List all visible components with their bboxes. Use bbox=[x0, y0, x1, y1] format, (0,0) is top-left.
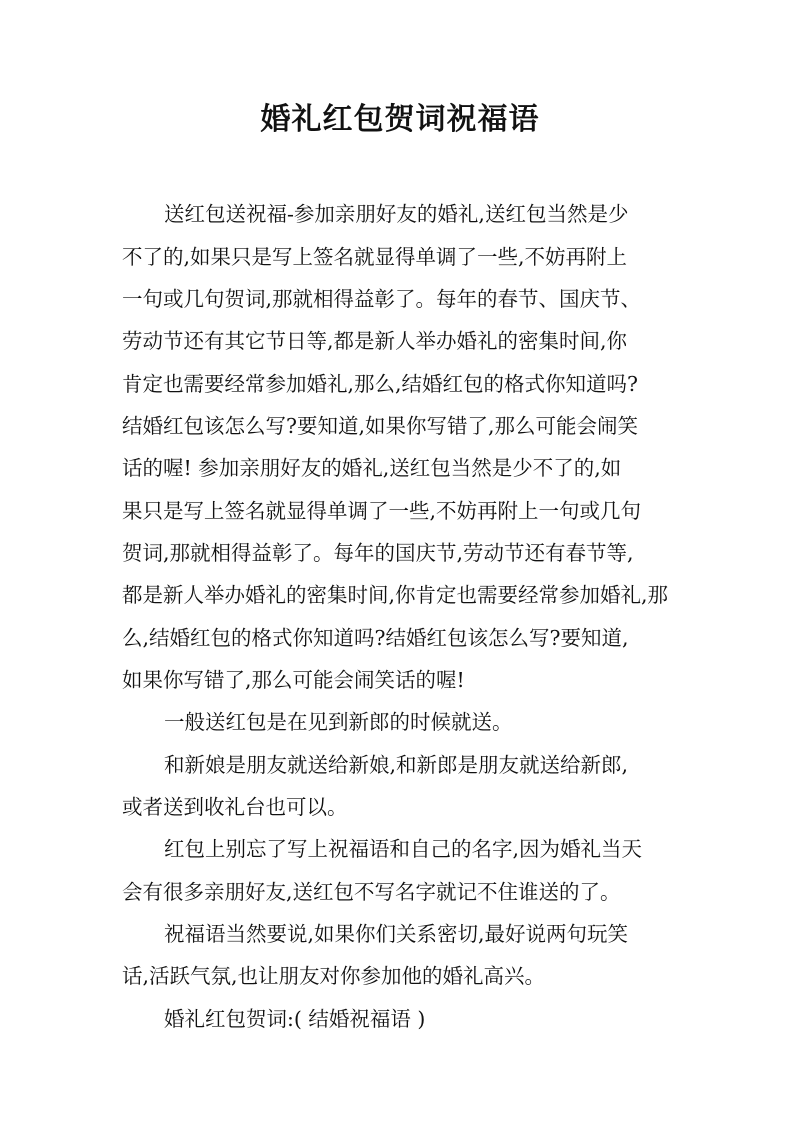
paragraph-line: 如果你写错了,那么可能会闹笑话的喔! bbox=[122, 668, 465, 692]
paragraph-line: 一般送红包是在见到新郎的时候就送。 bbox=[164, 710, 513, 734]
paragraph-line: 婚礼红包贺词:( 结婚祝福语 ) bbox=[164, 1007, 426, 1031]
paragraph-line: 都是新人举办婚礼的密集时间,你肯定也需要经常参加婚礼,那 bbox=[122, 583, 669, 607]
paragraph-line: 会有很多亲朋好友,送红包不写名字就记不住谁送的了。 bbox=[122, 880, 621, 904]
paragraph-line: 祝福语当然要说,如果你们关系密切,最好说两句玩笑 bbox=[164, 922, 629, 946]
paragraph-line: 一句或几句贺词,那就相得益彰了。每年的春节、国庆节、 bbox=[122, 287, 642, 311]
paragraph-line: 么,结婚红包的格式你知道吗?结婚红包该怎么写?要知道, bbox=[122, 626, 629, 650]
paragraph-line: 贺词,那就相得益彰了。每年的国庆节,劳动节还有春节等, bbox=[122, 541, 634, 565]
paragraph-line: 和新娘是朋友就送给新娘,和新郎是朋友就送给新郎, bbox=[164, 753, 629, 777]
paragraph-line: 或者送到收礼台也可以。 bbox=[122, 795, 348, 819]
paragraph-line: 话,活跃气氛,也让朋友对你参加他的婚礼高兴。 bbox=[122, 964, 546, 988]
paragraph-line: 送红包送祝福-参加亲朋好友的婚礼,送红包当然是少 bbox=[164, 202, 629, 226]
paragraph-line: 果只是写上签名就显得单调了一些,不妨再附上一句或几句 bbox=[122, 499, 642, 523]
paragraph-line: 结婚红包该怎么写?要知道,如果你写错了,那么可能会闹笑 bbox=[122, 414, 639, 438]
paragraph-line: 劳动节还有其它节日等,都是新人举办婚礼的密集时间,你 bbox=[122, 329, 628, 353]
paragraph-line: 肯定也需要经常参加婚礼,那么,结婚红包的格式你知道吗? bbox=[122, 372, 639, 396]
paragraph-line: 话的喔! 参加亲朋好友的婚礼,送红包当然是少不了的,如 bbox=[122, 456, 622, 480]
paragraph-line: 不了的,如果只是写上签名就显得单调了一些,不妨再附上 bbox=[122, 245, 628, 269]
paragraph-line: 红包上别忘了写上祝福语和自己的名字,因为婚礼当天 bbox=[164, 837, 643, 861]
page-title: 婚礼红包贺词祝福语 bbox=[260, 102, 540, 137]
